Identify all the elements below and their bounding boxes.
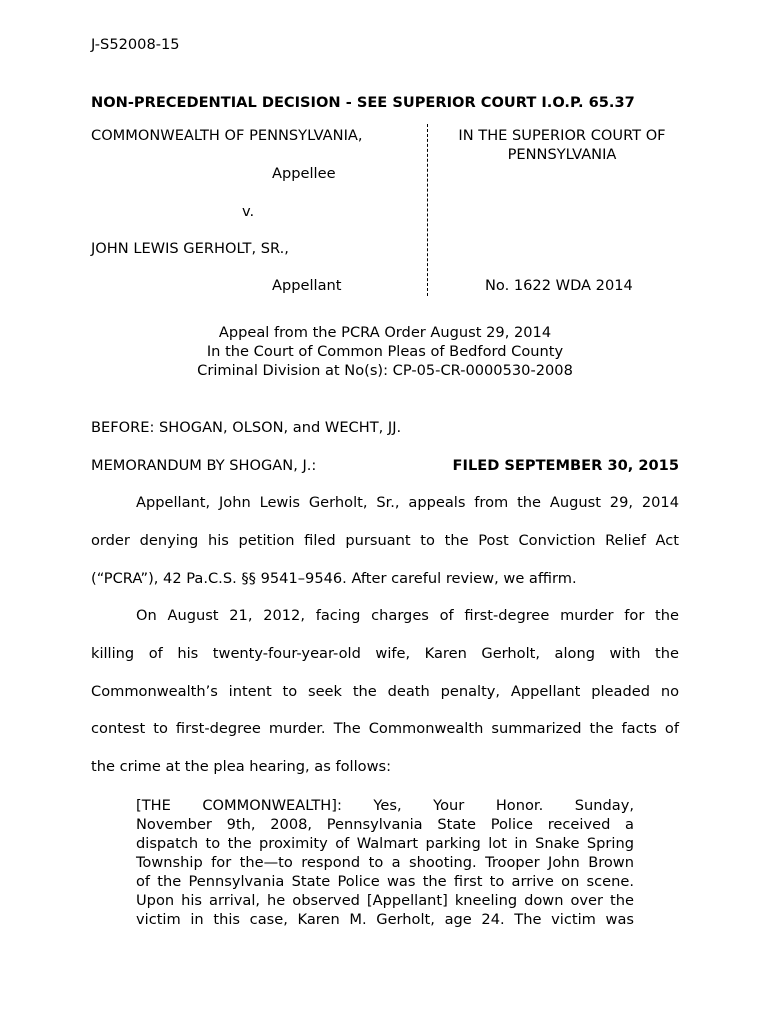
block-quote-line: dispatch to the proximity of Walmart parking lot in Snake Spring bbox=[136, 835, 634, 852]
block-quote-line: [THE COMMONWEALTH]: Yes, Your Honor. Sunday, bbox=[136, 797, 634, 814]
appeal-line3: Criminal Division at No(s): CP-05-CR-0000530-2008 bbox=[197, 362, 573, 379]
case-number: No. 1622 WDA 2014 bbox=[485, 277, 633, 294]
paragraph-line: order denying his petition filed pursuant to the Post Conviction Relief Act bbox=[91, 532, 679, 549]
memorandum-author: MEMORANDUM BY SHOGAN, J.: bbox=[91, 457, 317, 474]
paragraph-line: the crime at the plea hearing, as follows: bbox=[91, 758, 392, 775]
caption-party-appellee: COMMONWEALTH OF PENNSYLVANIA, bbox=[91, 127, 363, 144]
before-panel: BEFORE: SHOGAN, OLSON, and WECHT, JJ. bbox=[91, 419, 402, 436]
block-quote-line: November 9th, 2008, Pennsylvania State Police received a bbox=[136, 816, 634, 833]
docket-number: J-S52008-15 bbox=[91, 36, 180, 53]
caption-divider bbox=[427, 124, 428, 296]
paragraph-line: Commonwealth’s intent to seek the death penalty, Appellant pleaded no bbox=[91, 683, 679, 700]
paragraph-line: On August 21, 2012, facing charges of first-degree murder for the bbox=[136, 607, 679, 624]
block-quote-line: of the Pennsylvania State Police was the first to arrive on scene. bbox=[136, 873, 634, 890]
block-quote-line: Township for the—to respond to a shooting. Trooper John Brown bbox=[136, 854, 634, 871]
caption-versus: v. bbox=[242, 203, 255, 220]
appeal-line1: Appeal from the PCRA Order August 29, 2014 bbox=[218, 324, 552, 341]
appeal-line2: In the Court of Common Pleas of Bedford County bbox=[206, 343, 564, 360]
caption-party-appellant: JOHN LEWIS GERHOLT, SR., bbox=[91, 240, 289, 257]
block-quote-line: victim in this case, Karen M. Gerholt, age 24. The victim was bbox=[136, 911, 634, 928]
filed-date: FILED SEPTEMBER 30, 2015 bbox=[452, 457, 679, 474]
caption-role-appellant: Appellant bbox=[272, 277, 342, 294]
non-precedential-notice: NON-PRECEDENTIAL DECISION - SEE SUPERIOR COURT I.O.P. 65.37 bbox=[91, 94, 635, 111]
court-name-line2: PENNSYLVANIA bbox=[507, 146, 617, 163]
paragraph-line: killing of his twenty-four-year-old wife, Karen Gerholt, along with the bbox=[91, 645, 679, 662]
caption-role-appellee: Appellee bbox=[272, 165, 336, 182]
paragraph-line: (“PCRA”), 42 Pa.C.S. §§ 9541–9546. After careful review, we affirm. bbox=[91, 570, 577, 587]
court-name-line1: IN THE SUPERIOR COURT OF bbox=[458, 127, 666, 144]
paragraph-line: Appellant, John Lewis Gerholt, Sr., appeals from the August 29, 2014 bbox=[136, 494, 679, 511]
block-quote-line: Upon his arrival, he observed [Appellant] kneeling down over the bbox=[136, 892, 634, 909]
paragraph-line: contest to first-degree murder. The Commonwealth summarized the facts of bbox=[91, 720, 679, 737]
